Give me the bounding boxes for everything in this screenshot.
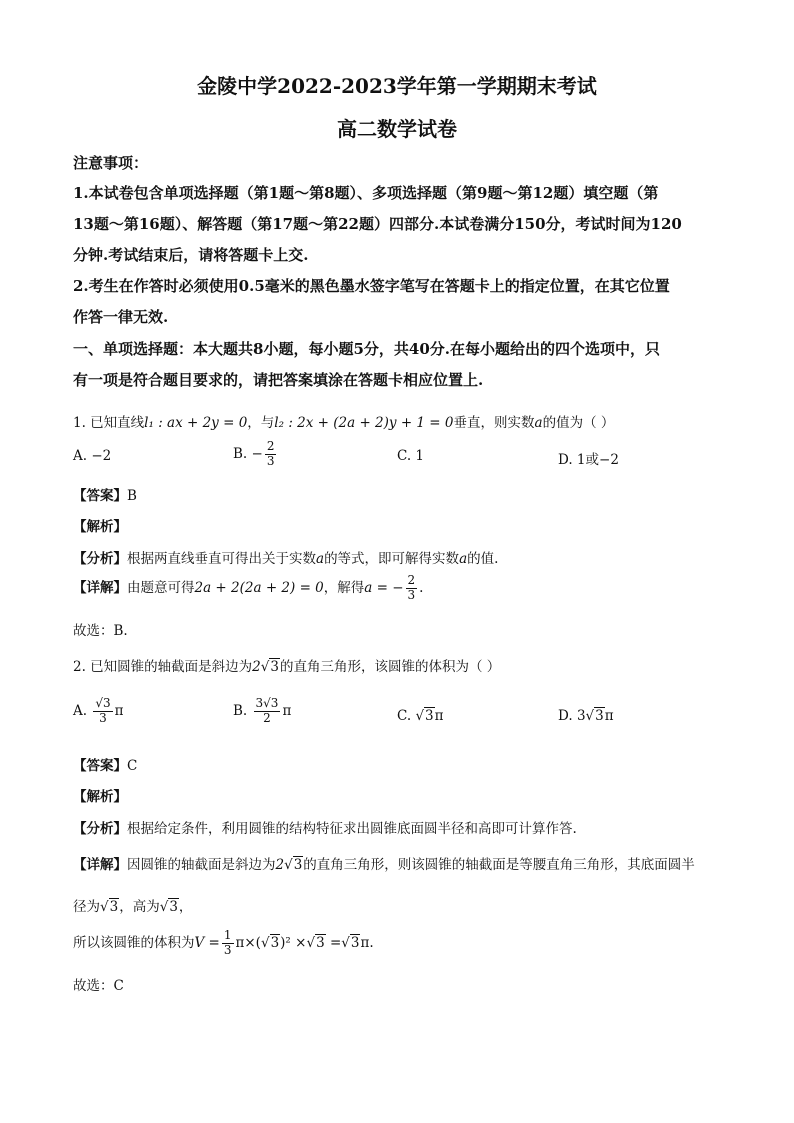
q2-volume-fraction xyxy=(222,929,234,958)
answer-tag: 【答案】 xyxy=(73,758,127,774)
q1-option-c: C. 1 xyxy=(397,448,425,464)
q2-fenxi-text: 根据给定条件，利用圆锥的结构特征求出圆锥底面圆半径和高即可计算作答. xyxy=(127,821,577,837)
analysis-tag: 【解析】 xyxy=(73,789,127,805)
q1-answer-value: B xyxy=(127,488,137,504)
q2-detail-text: 所以该圆锥的体积为 xyxy=(73,934,195,951)
q1-option-d: D. 1或−2 xyxy=(558,452,619,468)
sqrt-radicand: 3 xyxy=(595,708,604,724)
fraction-numerator: √3 xyxy=(95,696,111,710)
q1-variable: a xyxy=(534,415,543,431)
q1-option-b-prefix: B. − xyxy=(233,445,263,462)
q2-volume-expr: = xyxy=(325,934,342,951)
pi-symbol: π xyxy=(114,702,124,719)
q2-detail-text: ， xyxy=(178,899,193,915)
page-subtitle: 高二数学试卷 xyxy=(337,117,457,141)
sqrt-symbol: √3 xyxy=(341,934,360,951)
fraction-numerator: 1 xyxy=(223,928,232,942)
q2-stem-text: 的直角三角形，该圆锥的体积为（ ） xyxy=(279,659,501,675)
q2-detail-line3 xyxy=(73,929,374,958)
q2-option-c xyxy=(397,708,444,724)
q2-analysis-tag xyxy=(73,785,127,805)
q2-detail-text: ，高为 xyxy=(119,899,160,915)
q2-stem xyxy=(73,655,500,675)
notes-p2-line2: 作答一律无效. xyxy=(73,308,169,326)
q1-stem-text: 的值为（ ） xyxy=(542,415,615,431)
section1-line1: 一、单项选择题：本大题共8小题，每小题5分，共40分.在每小题给出的四个选项中，只 xyxy=(73,340,660,358)
option-label: B. xyxy=(233,702,248,719)
fraction-numerator: 2 xyxy=(266,439,275,453)
q1-conclusion: 故选：B. xyxy=(73,623,128,639)
q1-variable: a xyxy=(316,551,325,567)
q2-volume-expr: π×( xyxy=(235,934,261,951)
sqrt-radicand: 3 xyxy=(293,857,303,873)
q1-detail-text: 由题意可得 xyxy=(127,579,195,596)
q2-detail-text: 因圆锥的轴截面是斜边为 xyxy=(127,857,276,873)
analysis-tag: 【解析】 xyxy=(73,519,127,535)
q1-option-b-fraction xyxy=(265,440,277,469)
q2-option-a xyxy=(73,697,124,726)
q2-answer xyxy=(73,754,137,774)
fraction-denominator: 3 xyxy=(223,942,232,957)
q1-detail-equation: 2a + 2(2a + 2) = 0 xyxy=(194,579,324,596)
fenxi-tag: 【分析】 xyxy=(73,821,127,837)
q1-line-l2: l₂ : 2x + (2a + 2)y + 1 = 0 xyxy=(274,415,454,431)
page-title: 金陵中学2022-2023学年第一学期期末考试 xyxy=(197,74,597,98)
q2-conclusion: 故选：C xyxy=(73,978,124,994)
notes-p1-line2: 13题～第16题）、解答题（第17题～第22题）四部分.本试卷满分150分，考试时间为120 xyxy=(73,215,682,233)
sqrt-symbol: √3 xyxy=(306,934,325,951)
sqrt-symbol: √3 xyxy=(284,857,303,873)
q1-stem-text: 1. 已知直线 xyxy=(73,415,145,431)
sqrt-symbol: √3 xyxy=(100,899,119,915)
fraction-denominator: 3 xyxy=(266,453,275,468)
sqrt-radicand: 3 xyxy=(109,899,119,915)
sqrt-radicand: 3 xyxy=(270,659,279,675)
notes-p1-line3: 分钟.考试结束后，请将答题卡上交. xyxy=(73,246,309,264)
answer-tag: 【答案】 xyxy=(73,488,127,504)
sqrt-radicand: 3 xyxy=(350,934,360,951)
q2-stem-text: 2. 已知圆锥的轴截面是斜边为 xyxy=(73,659,253,675)
q1-fenxi xyxy=(73,547,498,567)
detail-tag: 【详解】 xyxy=(73,857,127,873)
option-label: D. xyxy=(558,708,573,724)
sqrt-symbol: √3 xyxy=(260,659,279,675)
q2-answer-value: C xyxy=(127,758,138,774)
q2-detail-line1 xyxy=(73,853,695,873)
q2-detail-line2 xyxy=(73,895,192,915)
fraction-numerator: 3√3 xyxy=(255,696,279,710)
section1-line2: 有一项是符合题目要求的，请把答案填涂在答题卡相应位置上. xyxy=(73,371,484,389)
q1-variable: a xyxy=(459,551,468,567)
sqrt-symbol: √3 xyxy=(260,934,280,951)
sqrt-radicand: 3 xyxy=(169,899,178,915)
q1-detail-text: ，解得 xyxy=(323,579,365,596)
q2-fenxi xyxy=(73,817,577,837)
fraction-numerator: 2 xyxy=(407,573,416,587)
sqrt-radicand: 3 xyxy=(425,708,434,724)
option-label: C. xyxy=(397,708,412,724)
q1-stem xyxy=(73,411,614,431)
q1-analysis-tag xyxy=(73,515,127,535)
sqrt-radicand: 3 xyxy=(316,934,325,951)
q2-volume-symbol: V = xyxy=(194,934,220,951)
q1-fenxi-text: 的值. xyxy=(467,551,499,567)
pi-symbol: π xyxy=(282,702,292,719)
notes-p1-line1: 1.本试卷包含单项选择题（第1题～第8题）、多项选择题（第9题～第12题）填空题（第 xyxy=(73,184,659,202)
q1-stem-text: 垂直，则实数 xyxy=(453,415,535,431)
option-label: A. xyxy=(73,702,88,719)
q1-option-b xyxy=(233,440,278,469)
fraction-denominator: 3 xyxy=(99,710,107,725)
fraction-denominator: 2 xyxy=(263,710,271,725)
fraction-denominator: 3 xyxy=(407,587,416,602)
q1-detail-fraction xyxy=(406,574,418,603)
fenxi-tag: 【分析】 xyxy=(73,551,127,567)
q1-fenxi-text: 的等式，即可解得实数 xyxy=(324,551,460,567)
q1-option-a: A. −2 xyxy=(73,448,112,464)
q1-stem-text: ，与 xyxy=(247,415,275,431)
q1-line-l1: l₁ : ax + 2y = 0 xyxy=(144,415,248,431)
q2-volume-expr: )² × xyxy=(280,934,307,951)
q2-volume-expr: π. xyxy=(360,934,374,951)
notes-p2-line1: 2.考生在作答时必须使用0.5毫米的黑色墨水签字笔写在答题卡上的指定位置，在其它位置 xyxy=(73,277,670,295)
sqrt-symbol: √3 xyxy=(415,708,434,724)
notes-heading: 注意事项： xyxy=(73,154,149,172)
sqrt-radicand: 3 xyxy=(270,934,280,951)
q2-option-d xyxy=(558,708,614,724)
q1-detail-result: a = − xyxy=(364,579,404,596)
sqrt-symbol: √3 xyxy=(159,899,178,915)
pi-symbol: π xyxy=(604,708,614,724)
pi-symbol: π xyxy=(434,708,444,724)
detail-tag: 【详解】 xyxy=(73,579,127,596)
q2-detail-text: 的直角三角形，则该圆锥的轴截面是等腰直角三角形，其底面圆半 xyxy=(303,857,695,873)
q2-option-d-coef: 3 xyxy=(576,708,586,724)
q2-option-a-fraction xyxy=(93,697,112,726)
q2-hypotenuse-coef: 2 xyxy=(252,659,261,675)
q1-detail xyxy=(73,574,423,603)
q2-detail-text: 径为 xyxy=(73,899,100,915)
q2-option-b xyxy=(233,697,291,726)
q1-answer xyxy=(73,484,137,504)
q1-detail-text: . xyxy=(419,579,424,596)
q2-option-b-fraction xyxy=(254,697,281,726)
q1-fenxi-text: 根据两直线垂直可得出关于实数 xyxy=(127,551,316,567)
q2-detail-coef: 2 xyxy=(275,857,285,873)
sqrt-symbol: √3 xyxy=(585,708,604,724)
